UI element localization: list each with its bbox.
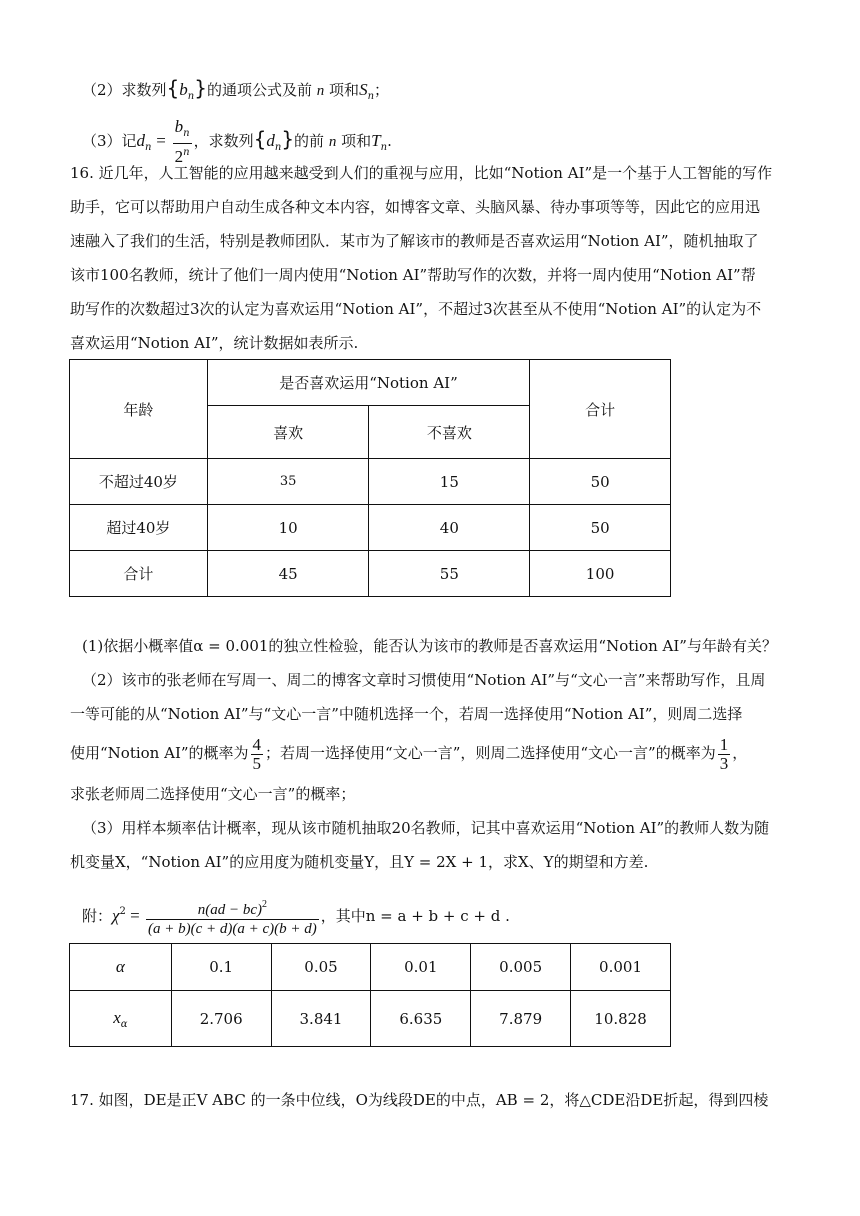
q16-part2-line4: 求张老师周二选择使用“文心一言”的概率； xyxy=(70,785,356,803)
q16-line-2: 助手，它可以帮助用户自动生成各种文本内容，如博客文章、头脑风暴、待办事项等等，因此它的应用迅 xyxy=(70,198,761,216)
q16-line-1: 16. 近几年，人工智能的应用越来越受到人们的重视与应用，比如“Notion AI”是一个基于人工智能的写作 xyxy=(70,164,773,182)
q16-part2-line1: （2）该市的张老师在写周一、周二的博客文章时习惯使用“Notion AI”与“文心一言”来帮助写作，且周 xyxy=(82,671,766,689)
q17-line-1: 17. 如图，DE是正V ABC 的一条中位线，O为线段DE的中点，AB = 2，将△CDE沿DE折起，得到四棱 xyxy=(70,1091,769,1109)
q16-line-4: 该市100名教师，统计了他们一周内使用“Notion AI”帮助写作的次数，并将一周内使用“Notion AI”帮 xyxy=(70,266,756,284)
chi-square-formula: 附：$\chi^2$ = $\frac{n(ad - bc)^2}{(a + b)(c + d)(a + c)(b + d)}$ ，其中n = a + b + c + d . xyxy=(82,884,510,944)
critical-value-row: $x_\alpha$ 2.706 3.841 6.635 7.879 10.828 xyxy=(70,991,671,1047)
table-row: 不超过40岁 35 15 50 xyxy=(70,459,671,505)
dn-fraction: $\frac{b_n}{2^n}$ xyxy=(174,117,190,166)
q16-part2-line3: 使用“Notion AI”的概率为 $\frac{4}{5}$ ；若周一选择使用“文心一言”，则周二选择使用“文心一言”的概率为 $\frac{1}{3}$ ， xyxy=(70,734,748,773)
header-total: 合计 xyxy=(530,360,671,459)
critical-value-table xyxy=(69,943,671,1047)
q16-line-6: 喜欢运用“Notion AI”，统计数据如表所示. xyxy=(70,334,359,352)
alpha-row: α 0.1 0.05 0.01 0.005 0.001 xyxy=(70,944,671,991)
contingency-table xyxy=(69,359,671,597)
table-row: 合计 45 55 100 xyxy=(70,551,671,597)
q16-part1: (1)依据小概率值α = 0.001的独立性检验，能否认为该市的教师是否喜欢运用“Notion AI”与年龄有关？ xyxy=(82,637,777,655)
q16-line-5: 助写作的次数超过3次的认定为喜欢运用“Notion AI”，不超过3次甚至从不使用“Notion AI”的认定为不 xyxy=(70,300,762,318)
q16-part3-line1: （3）用样本频率估计概率，现从该市随机抽取20名教师，记其中喜欢运用“Notion AI”的教师人数为随 xyxy=(82,819,770,837)
q16-part2-line2: 一等可能的从“Notion AI”与“文心一言”中随机选择一个，若周一选择使用“Notion AI”，则周二选择 xyxy=(70,705,743,723)
q16-line-3: 速融入了我们的生活，特别是教师团队．某市为了解该市的教师是否喜欢运用“Notion AI”，随机抽取了 xyxy=(70,232,759,250)
header-dislike: 不喜欢 xyxy=(369,406,530,459)
header-like: 喜欢 xyxy=(207,406,369,459)
q16-part3-line2: 机变量X，“Notion AI”的应用度为随机变量Y，且Y = 2X + 1，求X、Y的期望和方差. xyxy=(70,853,649,871)
header-age: 年龄 xyxy=(70,360,208,459)
table-row: 超过40岁 10 40 50 xyxy=(70,505,671,551)
header-group: 是否喜欢运用“Notion AI” xyxy=(207,360,529,406)
q15-part3: （3）记$d_n$ = $\frac{b_n}{2^n}$ ，求数列$\{d_n\}$的前 n 项和$T_n$. xyxy=(82,117,392,166)
q15-part2: （2）求数列$\{b_n\}$的通项公式及前 n 项和$S_n$； xyxy=(82,76,390,102)
